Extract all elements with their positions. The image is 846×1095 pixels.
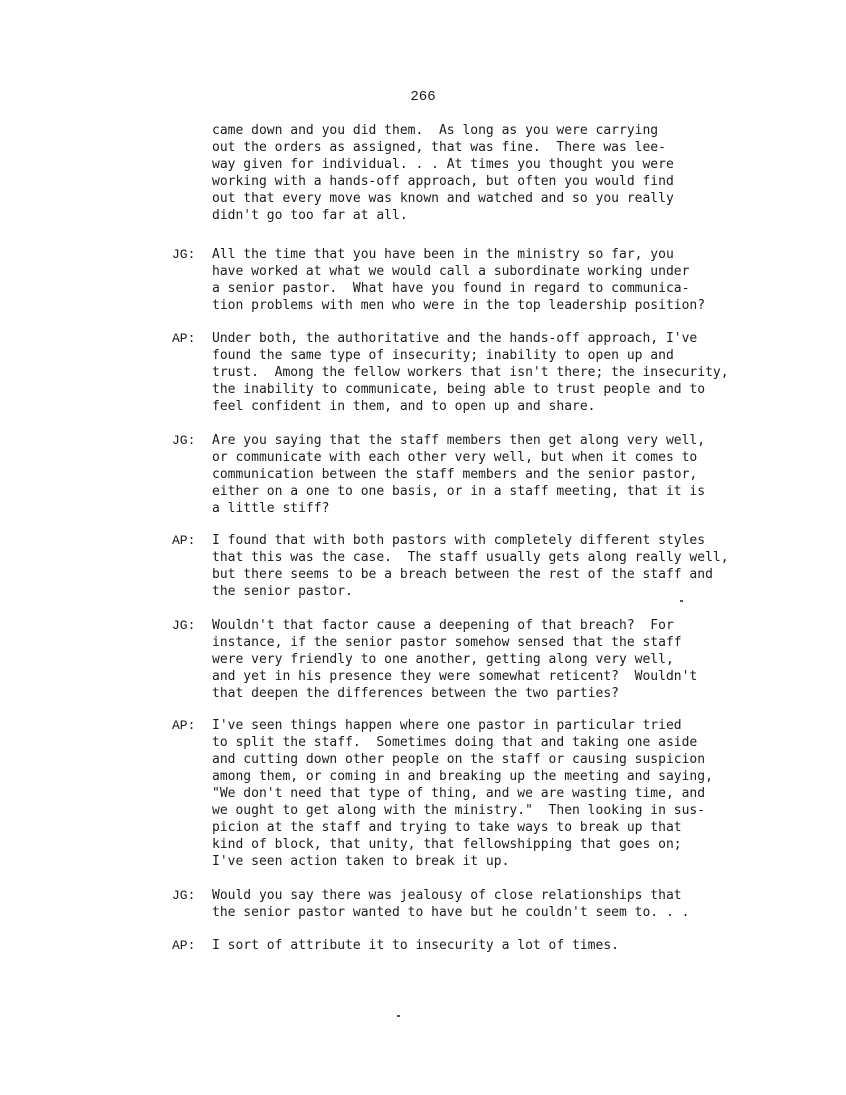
- speech-text: Are you saying that the staff members then get along very well, or communicate with each other very well, but when it comes to communication between the staff members and the senior pastor, either on a one to one basis, or in a staff meeting, that it is a little stiff?: [212, 433, 706, 516]
- speaker-label: AP:: [172, 938, 196, 953]
- speaker-label: JG:: [172, 433, 196, 448]
- speaker-label: JG:: [172, 888, 196, 903]
- speaker-label: JG:: [172, 618, 196, 633]
- scan-speck: [397, 1015, 400, 1017]
- speaker-label: JG:: [172, 247, 196, 262]
- speech-text: Wouldn't that factor cause a deepening of that breach? For instance, if the senior pastor somehow sensed that the staff were very friendly to one another, getting along very well, and yet in his presence they were somewhat reticent? Wouldn't that deepen the differences between the two parties?: [212, 618, 698, 701]
- speech-text: I've seen things happen where one pastor in particular tried to split the staff. Sometimes doing that and taking one aside and cutting down other people on the staff or causing suspicion among them, or coming in and breaking up the meeting and saying, "We don't need that type of thing, and we are wasting time, and we ought to get along with the ministry." Then looking in sus- picion at the staff and trying to take ways to break up that kind of block, that unity, that fellowshipping that goes on; I've seen action taken to break it up.: [212, 718, 713, 869]
- speaker-label: AP:: [172, 331, 196, 346]
- page-number: 266: [410, 89, 436, 105]
- speech-text: All the time that you have been in the ministry so far, you have worked at what we would call a subordinate working under a senior pastor. What have you found in regard to communica- tion problems with men who were in the top leadership position?: [212, 247, 706, 313]
- continuation-paragraph: came down and you did them. As long as you were carrying out the orders as assigned, that was fine. There was lee- way given for individual. . . At times you thought you were working with a hands-off approach, but often you would find out that every move was known and watched and so you really didn't go too far at all.: [212, 123, 674, 223]
- speech-text: Would you say there was jealousy of close relationships that the senior pastor wanted to have but he couldn't seem to. . .: [212, 888, 690, 920]
- speech-text: I sort of attribute it to insecurity a lot of times.: [212, 938, 619, 953]
- speaker-label: AP:: [172, 533, 196, 548]
- speech-text: I found that with both pastors with completely different styles that this was the case. The staff usually gets along really well, but there seems to be a breach between the rest of the staff and the senior pastor.: [212, 533, 729, 599]
- speaker-label: AP:: [172, 718, 196, 733]
- scan-speck: [680, 600, 683, 602]
- speech-text: Under both, the authoritative and the hands-off approach, I've found the same type of insecurity; inability to open up and trust. Among the fellow workers that isn't there; the insecurity, the inability to communicate, being able to trust people and to feel confident in them, and to open up and share.: [212, 331, 729, 414]
